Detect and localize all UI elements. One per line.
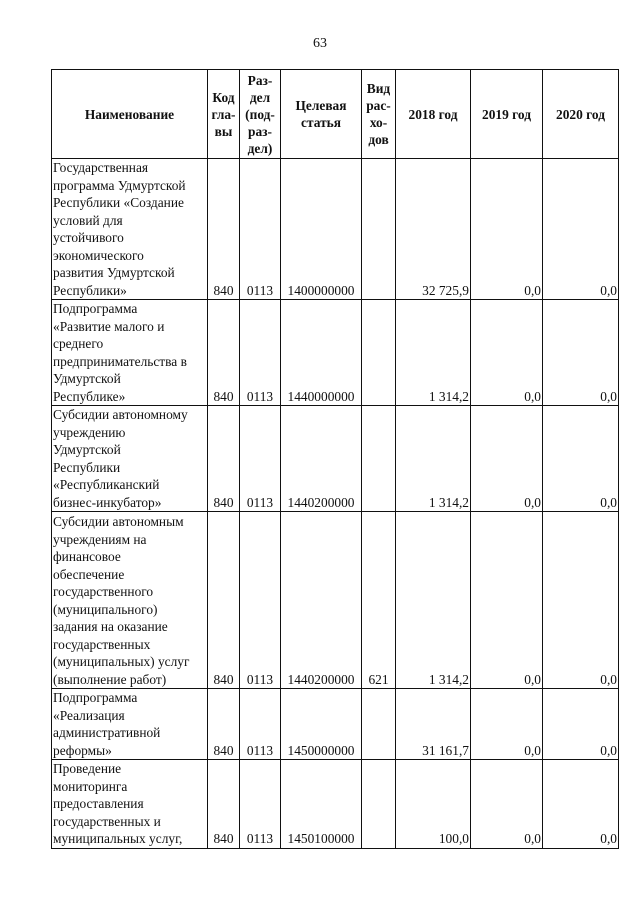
cell-2018: 1 314,2 bbox=[396, 406, 471, 512]
table-row bbox=[52, 512, 619, 689]
cell-code: 840 bbox=[208, 689, 240, 760]
cell-2019: 0,0 bbox=[471, 760, 543, 849]
header-type: Вид рас- хо- дов bbox=[362, 70, 396, 159]
cell-2020: 0,0 bbox=[543, 512, 619, 689]
cell-code: 840 bbox=[208, 159, 240, 300]
cell-code: 840 bbox=[208, 406, 240, 512]
budget-table bbox=[51, 69, 619, 849]
cell-name: Подпрограмма «Реализация административной реформы» bbox=[52, 689, 208, 760]
cell-2020: 0,0 bbox=[543, 689, 619, 760]
cell-type bbox=[362, 406, 396, 512]
cell-2019: 0,0 bbox=[471, 300, 543, 406]
cell-type bbox=[362, 689, 396, 760]
cell-name: Государственная программа Удмуртской Республики «Создание условий для устойчивого экономического развития Удмуртской Республики» bbox=[52, 159, 208, 300]
cell-2019: 0,0 bbox=[471, 159, 543, 300]
cell-target: 1440200000 bbox=[281, 512, 362, 689]
cell-code: 840 bbox=[208, 512, 240, 689]
cell-2020: 0,0 bbox=[543, 760, 619, 849]
cell-code: 840 bbox=[208, 300, 240, 406]
table-row bbox=[52, 406, 619, 512]
header-2018: 2018 год bbox=[396, 70, 471, 159]
cell-name: Проведение мониторинга предоставления государственных и муниципальных услуг, bbox=[52, 760, 208, 849]
cell-target: 1400000000 bbox=[281, 159, 362, 300]
table-row bbox=[52, 689, 619, 760]
cell-type bbox=[362, 159, 396, 300]
cell-2018: 32 725,9 bbox=[396, 159, 471, 300]
cell-section: 0113 bbox=[240, 406, 281, 512]
cell-section: 0113 bbox=[240, 760, 281, 849]
cell-2018: 1 314,2 bbox=[396, 512, 471, 689]
cell-2020: 0,0 bbox=[543, 159, 619, 300]
header-code: Код гла- вы bbox=[208, 70, 240, 159]
table-row bbox=[52, 300, 619, 406]
cell-section: 0113 bbox=[240, 689, 281, 760]
table-header-row bbox=[52, 70, 619, 159]
cell-code: 840 bbox=[208, 760, 240, 849]
cell-2019: 0,0 bbox=[471, 512, 543, 689]
table-row bbox=[52, 760, 619, 849]
cell-2020: 0,0 bbox=[543, 406, 619, 512]
cell-type bbox=[362, 300, 396, 406]
cell-section: 0113 bbox=[240, 159, 281, 300]
cell-type bbox=[362, 760, 396, 849]
header-2019: 2019 год bbox=[471, 70, 543, 159]
cell-type: 621 bbox=[362, 512, 396, 689]
cell-2019: 0,0 bbox=[471, 689, 543, 760]
header-2020: 2020 год bbox=[543, 70, 619, 159]
cell-name: Подпрограмма «Развитие малого и среднего предпринимательства в Удмуртской Республике» bbox=[52, 300, 208, 406]
table-row bbox=[52, 159, 619, 300]
header-section: Раз- дел (под- раз- дел) bbox=[240, 70, 281, 159]
cell-target: 1450000000 bbox=[281, 689, 362, 760]
cell-target: 1440200000 bbox=[281, 406, 362, 512]
cell-2019: 0,0 bbox=[471, 406, 543, 512]
cell-target: 1440000000 bbox=[281, 300, 362, 406]
cell-section: 0113 bbox=[240, 512, 281, 689]
cell-target: 1450100000 bbox=[281, 760, 362, 849]
cell-2018: 31 161,7 bbox=[396, 689, 471, 760]
cell-2020: 0,0 bbox=[543, 300, 619, 406]
cell-name: Субсидии автономным учреждениям на финансовое обеспечение государственного (муниципального) задания на оказание государственных (муниципальных) услуг (выполнение работ) bbox=[52, 512, 208, 689]
cell-2018: 1 314,2 bbox=[396, 300, 471, 406]
cell-name: Субсидии автономному учреждению Удмуртской Республики «Республиканский бизнес-инкубатор» bbox=[52, 406, 208, 512]
header-name: Наименование bbox=[52, 70, 208, 159]
cell-2018: 100,0 bbox=[396, 760, 471, 849]
page-number: 63 bbox=[313, 36, 327, 51]
cell-section: 0113 bbox=[240, 300, 281, 406]
header-target: Целевая статья bbox=[281, 70, 362, 159]
